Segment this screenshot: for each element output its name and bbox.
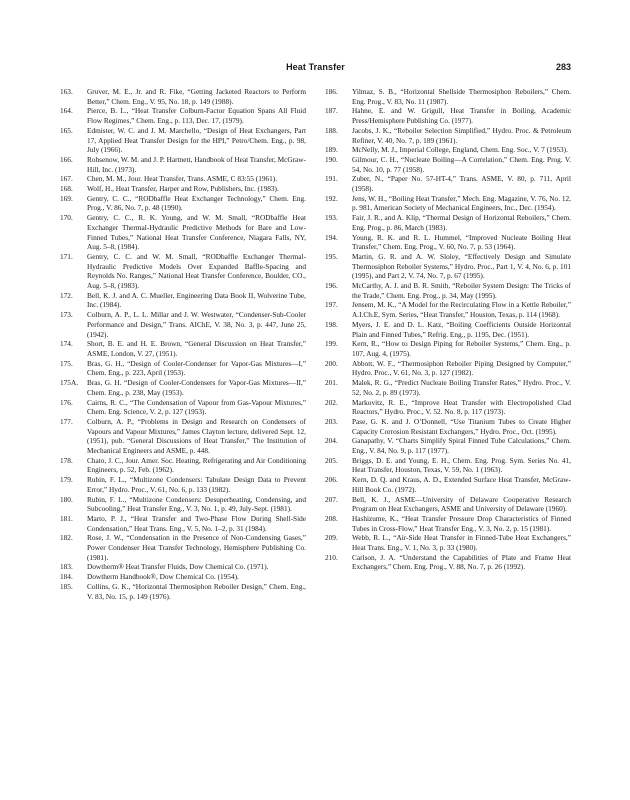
reference-entry [60, 495, 306, 514]
reference-text: McCarthy, A. J. and B. R. Smith, “Reboiler System Design: The Tricks of the Trade,” Chem. Eng. Prog., p. 34, May (1995). [352, 281, 571, 300]
reference-entry [325, 106, 571, 125]
reference-text: Dowtherm Handbook®, Dow Chemical Co. (1954). [87, 572, 239, 582]
references-column-left [60, 87, 306, 601]
reference-text: Gentry, C. C., “RODbaffle Heat Exchanger Technology,” Chem. Eng. Prog., V. 86, No. 7, p. 48 (1990). [87, 193, 306, 213]
reference-entry [325, 495, 571, 514]
reference-number: 193. [325, 213, 338, 223]
reference-text: Marto, P. J., “Heat Transfer and Two-Phase Flow During Shell-Side Condensation,” Heat Trans. Eng., V. 5, No. 1–2, p. 31 (1984). [87, 513, 306, 533]
reference-number: 205. [325, 455, 338, 465]
reference-number: 185. [60, 581, 73, 591]
reference-number: 175A. [60, 378, 79, 388]
reference-text: Webb, R. L., “Air-Side Heat Transfer in Finned-Tube Heat Exchangers,” Heat Trans. Eng., V. 1, No. 3, p. 33 (1980). [352, 533, 571, 553]
reference-entry [60, 533, 306, 562]
reference-number: 204. [325, 436, 338, 446]
reference-text: Chato, J. C., Jour. Amer. Soc. Heating, Refrigerating and Air Conditioning Engineers, p. 52, Feb. (1962). [87, 455, 306, 475]
reference-entry [325, 417, 571, 436]
reference-entry [325, 126, 571, 145]
reference-entry [325, 475, 571, 494]
reference-entry [60, 126, 306, 155]
reference-number: 191. [325, 174, 338, 184]
reference-number: 199. [325, 339, 338, 349]
reference-text: Jensem, M. K., “A Model for the Recirculating Flow in a Kettle Reboiler,” A.I.Ch.E, Sym. Series, “Heat Transfer,” Houston, Texas, p. 114 (1968). [352, 300, 571, 320]
reference-number: 181. [60, 513, 73, 523]
reference-entry [325, 320, 571, 339]
reference-entry [325, 174, 571, 193]
reference-entry [325, 398, 571, 417]
reference-text: McNelly, M. J., Imperial College, England, Chem. Eng. Soc., V. 7 (1953). [352, 145, 568, 155]
reference-number: 209. [325, 533, 338, 543]
reference-number: 178. [60, 455, 73, 465]
reference-text: Kern, D. Q. and Kraus, A. D., Extended Surface Heat Transfer, McGraw-Hill Book Co. (1972). [352, 475, 571, 494]
reference-text: Short, B. E. and H. E. Brown, “General Discussion on Heat Transfer,” ASME, London, V. 27, (1951). [87, 339, 306, 358]
reference-number: 201. [325, 378, 338, 388]
reference-number: 197. [325, 300, 338, 310]
reference-text: Bras, G. H. “Design of Cooler-Condensers for Vapor-Gas Mixtures—II,” Chem. Eng., p. 238, May (1953). [87, 378, 306, 397]
reference-number: 187. [325, 106, 338, 116]
reference-entry [60, 87, 306, 106]
reference-number: 203. [325, 416, 338, 426]
reference-number: 184. [60, 572, 73, 582]
reference-number: 183. [60, 562, 73, 572]
reference-number: 168. [60, 184, 73, 194]
page-number: 283 [555, 62, 571, 72]
reference-entry [60, 155, 306, 174]
reference-number: 196. [325, 281, 338, 291]
reference-entry [325, 359, 571, 378]
chapter-title: Heat Transfer [286, 62, 345, 72]
reference-text: Bell, K. J. and A. C. Mueller, Engineering Data Book II, Wolverine Tube, Inc. (1984). [87, 290, 306, 310]
reference-entry [325, 145, 571, 155]
reference-text: Dowtherm® Heat Transfer Fluids, Dow Chemical Co. (1971). [87, 562, 269, 572]
reference-number: 182. [60, 533, 73, 543]
reference-entry [60, 398, 306, 417]
reference-number: 175. [60, 358, 73, 368]
reference-entry [325, 514, 571, 533]
reference-entry [60, 339, 306, 358]
reference-entry [325, 233, 571, 252]
reference-number: 189. [325, 145, 338, 155]
reference-number: 208. [325, 513, 338, 523]
reference-number: 174. [60, 339, 73, 349]
reference-entry [60, 310, 306, 339]
reference-number: 188. [325, 125, 338, 135]
reference-text: Jacobs, J. K., “Reboiler Selection Simplified,” Hydro. Proc. & Petroleum Refiner, V. 40, No. 7, p. 189 (1961). [352, 125, 571, 145]
reference-text: Hahne, E. and W. Grigull, Heat Transfer in Boiling, Academic Press/Hemisphere Publishing Co. (1977). [352, 106, 571, 126]
reference-text: Bras, G. H., “Design of Cooler-Condenser for Vapor-Gas Mixtures—I,” Chem. Eng., p. 223, April (1953). [87, 358, 306, 378]
reference-number: 163. [60, 87, 73, 96]
reference-number: 179. [60, 475, 73, 485]
reference-entry [60, 184, 306, 194]
reference-text: Kern, R., “How to Design Piping for Reboiler Systems,” Chem. Eng., p. 107, Aug. 4, (1975). [352, 339, 571, 358]
reference-number: 169. [60, 193, 73, 203]
reference-text: Pase, G. K. and J. O’Donnell, “Use Titanium Tubes to Create Higher Capacity Corrosion Resistant Exchangers,” Hydro. Proc., Oct. (1995). [352, 416, 571, 436]
reference-entry [60, 106, 306, 125]
running-header [60, 62, 571, 76]
reference-text: Rose, J. W., “Condensation in the Presence of Non-Condensing Gases,” Power Condenser Heat Transfer Technology, Hemisphere Publishing Co. (1981). [87, 533, 306, 562]
reference-text: Rubin, F. L., “Multizone Condensers: Tabulate Design Data to Prevent Error,” Hydro. Proc., V. 61, No. 6, p. 133 (1982). [87, 475, 306, 494]
reference-entry [60, 562, 306, 572]
reference-number: 190. [325, 154, 338, 164]
reference-entry [325, 87, 571, 106]
reference-number: 173. [60, 310, 73, 320]
reference-text: Briggs, D. E. and Young, E. H., Chem. Eng. Prog. Sym. Series No. 41, Heat Transfer, Houston, Texas, V. 59, No. 1 (1963). [352, 455, 571, 475]
reference-entry [325, 194, 571, 213]
reference-number: 164. [60, 106, 73, 116]
reference-entry [60, 252, 306, 291]
reference-text: Cairns, R. C., “The Condensation of Vapour from Gas-Vapour Mixtures,” Chem. Eng. Science, V. 2, p. 127 (1953). [87, 397, 306, 417]
reference-text: Young, R. K. and R. L. Hummel, “Improved Nucleate Boiling Heat Transfer,” Chem. Eng. Prog., V. 60, No. 7, p. 53 (1964). [352, 232, 571, 252]
reference-text: Gentry, C. C. and W. M. Small, “RODbaffle Exchanger Thermal-Hydraulic Predictive Models Over Expanded Baffle-Spacing and Reynolds No. Ranges,” National Heat Transfer Conference, Boulder, CO., Aug. 5–8, (1983). [87, 251, 306, 291]
reference-entry [325, 252, 571, 281]
reference-text: Bell, K. J., ASME—University of Delaware Cooperative Research Program on Heat Exchangers, ASME and University of Delaware (1960). [352, 494, 571, 514]
reference-entry [60, 514, 306, 533]
reference-text: Martin, G. R. and A. W. Sloley, “Effectively Design and Simulate Thermosiphon Reboiler Systems,” Hydro. Proc., Part 1, V. 4, No. 6, p. 101 (1995), and Part 2, V. 74, No. 7, p. 67 (1995). [352, 251, 571, 281]
reference-number: 186. [325, 87, 338, 96]
reference-text: Chen, M. M., Jour. Heat Transfer, Trans. ASME, C 83:55 (1961). [87, 174, 278, 184]
reference-text: Zuber, N., “Paper No. 57-HT-4,” Trans. ASME, V. 80, p. 711, April (1958). [352, 174, 571, 194]
reference-text: Malek, R. G., “Predict Nucleate Boiling Transfer Rates,” Hydro. Proc., V. 52, No. 2, p. 89 (1973). [352, 378, 571, 397]
reference-entry [60, 417, 306, 456]
reference-number: 166. [60, 154, 73, 164]
reference-number: 172. [60, 290, 73, 300]
reference-text: Collins, G. K., “Horizontal Thermosiphon Reboiler Design,” Chem. Eng., V. 83, No. 15, p. 149 (1976). [87, 581, 306, 601]
reference-entry [325, 213, 571, 232]
reference-entry [60, 378, 306, 397]
reference-number: 195. [325, 251, 338, 261]
reference-number: 207. [325, 494, 338, 504]
reference-number: 194. [325, 232, 338, 242]
reference-number: 198. [325, 319, 338, 329]
reference-text: Carlson, J. A. “Understand the Capabilities of Plate and Frame Heat Exchangers,” Chem. Eng. Prog., V. 88, No. 7, p. 26 (1992). [352, 552, 571, 572]
reference-number: 165. [60, 125, 73, 135]
reference-number: 180. [60, 494, 73, 504]
reference-number: 200. [325, 358, 338, 368]
reference-entry [325, 281, 571, 300]
reference-text: Abbott, W. F., “Thermosiphon Reboiler Piping Designed by Computer,” Hydro. Proc., V. 61, No. 3, p. 127 (1982). [352, 358, 571, 378]
reference-entry [60, 572, 306, 582]
reference-entry [325, 155, 571, 174]
reference-number: 171. [60, 251, 73, 261]
reference-text: Gentry, C. C., R. K. Young, and W. M. Small, “RODbaffle Heat Exchanger Thermal-Hydraulic Predictive Methods for Bare and Low-Finned Tubes,” National Heat Transfer Conference, Niagara Falls, NY, Aug. 5–8, (1984). [87, 213, 306, 252]
reference-text: Colburn, A. P., “Problems in Design and Research on Condensers of Vapours and Vapour Mixtures,” James Clayton lecture, delivered Sept. 12, (1951), pub. “General Discussions of Heat Transfer,” The Institution of Mechanical Engineers and ASME, p. 448. [87, 416, 306, 456]
reference-text: Hashizume, K., “Heat Transfer Pressure Drop Characteristics of Finned Tubes in Cross-Flow,” Heat Transfer Eng., V. 3, No. 2, p. 15 (1981). [352, 513, 571, 533]
reference-text: Gilmour, C. H., “Nucleate Boiling—A Correlation,” Chem. Eng. Prog. V. 54, No. 10, p. 77 (1958). [352, 154, 571, 174]
reference-entry [60, 582, 306, 601]
reference-text: Colburn, A. P., L. L. Millar and J. W. Westwater, “Condenser-Sub-Cooler Performance and Design,” Trans. AIChE, V. 38, No. 3, p. 447, June 25, (1942). [87, 310, 306, 339]
reference-text: Yilmaz, S. B., “Horizontal Shellside Thermosiphon Reboilers,” Chem. Eng. Prog., V. 83, No. 11 (1987). [352, 87, 571, 106]
reference-number: 176. [60, 397, 73, 407]
reference-text: Rubin, F. L., “Multizone Condensers: Desuperheating, Condensing, and Subcooling,” Heat Transfer Eng., V. 3, No. 1, p. 49, July-Sept. (1981). [87, 494, 306, 514]
reference-text: Gruver, M. E., Jr. and R. Fike, “Getting Jacketed Reactors to Perform Better,” Chem. Eng., V. 95, No. 18, p. 149 (1988). [87, 87, 306, 106]
references-column-right [325, 87, 571, 572]
reference-text: Jens, W. H., “Boiling Heat Transfer,” Mech. Eng. Magazine, V. 76, No. 12, p. 981, American Society of Mechanical Engineers, Inc., Dec. (1954). [352, 193, 571, 213]
reference-text: Markovitz, R. E., “Improve Heat Transfer with Electropolished Clad Reactors,” Hydro. Proc., V. 52. No. 8, p. 117 (1973). [352, 397, 571, 417]
reference-number: 202. [325, 397, 338, 407]
reference-number: 210. [325, 552, 338, 562]
reference-text: Myers, J. E. and D. L. Katz, “Boiling Coefficients Outside Horizontal Plain and Finned Tubes,” Refrig. Eng., p. 1195, Dec. (1951). [352, 319, 571, 339]
reference-entry [60, 475, 306, 494]
reference-entry [325, 300, 571, 319]
reference-text: Ganapathy, V. “Charts Simplify Spiral Finned Tube Calculations,” Chem. Eng., V. 84, No. 9, p. 117 (1977). [352, 436, 571, 456]
reference-number: 170. [60, 213, 73, 223]
reference-entry [325, 456, 571, 475]
reference-text: Edmister, W. C. and J. M. Marchello, “Design of Heat Exchangers, Part 17, Applied Heat Transfer Design for the HPI,” Petro/Chem. Eng., p. 98, July (1966). [87, 125, 306, 155]
reference-entry [60, 291, 306, 310]
reference-text: Wolf, H., Heat Transfer, Harper and Row, Publishers, Inc. (1983). [87, 184, 279, 194]
reference-entry [325, 533, 571, 552]
reference-number: 192. [325, 193, 338, 203]
reference-entry [60, 194, 306, 213]
reference-entry [60, 213, 306, 252]
reference-text: Pierce, B. L., “Heat Transfer Colburn-Factor Equation Spans All Fluid Flow Regimes,” Chem. Eng., p. 113, Dec. 17, (1979). [87, 106, 306, 126]
reference-entry [325, 378, 571, 397]
reference-text: Rohsenow, W. M. and J. P. Hartnett, Handbook of Heat Transfer, McGraw-Hill, Inc. (1973). [87, 154, 306, 174]
reference-entry [60, 456, 306, 475]
reference-entry [325, 339, 571, 358]
reference-entry [60, 359, 306, 378]
reference-entry [325, 553, 571, 572]
reference-number: 177. [60, 416, 73, 426]
reference-entry [325, 436, 571, 455]
reference-number: 206. [325, 475, 338, 485]
reference-number: 167. [60, 174, 73, 184]
reference-entry [60, 174, 306, 184]
reference-text: Fair, J. R., and A. Klip, “Thermal Design of Horizontal Reboilers,” Chem. Eng. Prog., p. 86, March (1983). [352, 213, 571, 232]
